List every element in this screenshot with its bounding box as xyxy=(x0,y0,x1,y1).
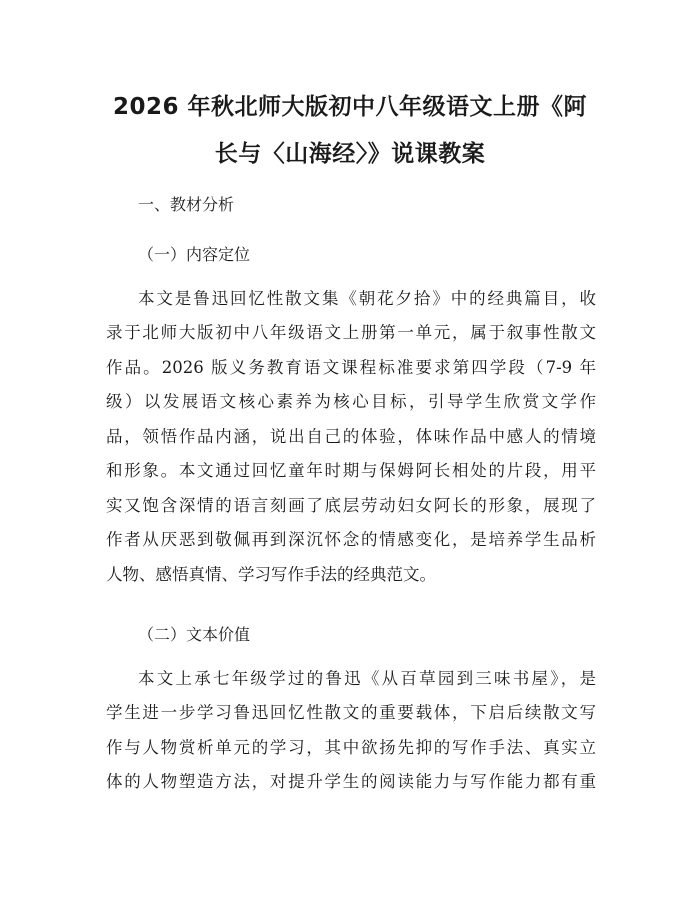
paragraph-line: 和形象。本文通过回忆童年时期与保姆阿长相处的片段，用平 xyxy=(106,461,596,480)
paragraph-line: 录于北师大版初中八年级语文上册第一单元，属于叙事性散文 xyxy=(106,323,596,342)
paragraph-line: 学生进一步学习鲁迅回忆性散文的重要载体，下启后续散文写 xyxy=(106,703,596,722)
document-title-line-2: 长与〈山海经〉》说课教案 xyxy=(214,141,486,167)
paragraph-line: 人物、感悟真情、学习写作手法的经典范文。 xyxy=(106,565,436,584)
paragraph-line: 作品。2026 版义务教育语文课程标准要求第四学段（7-9 年 xyxy=(106,358,596,377)
subsection-heading-text-value: （二）文本价值 xyxy=(138,625,251,644)
paragraph-line: 体的人物塑造方法，对提升学生的阅读能力与写作能力都有重 xyxy=(106,772,596,791)
document-title-line-1: 2026 年秋北师大版初中八年级语文上册《阿 xyxy=(112,94,588,120)
paragraph-line: 作与人物赏析单元的学习，其中欲扬先抑的写作手法、真实立 xyxy=(106,738,596,757)
paragraph-line: 本文是鲁迅回忆性散文集《朝花夕拾》中的经典篇目，收 xyxy=(138,289,596,308)
paragraph-line: 作者从厌恶到敬佩再到深沉怀念的情感变化，是培养学生品析 xyxy=(106,530,596,549)
paragraph-line: 本文上承七年级学过的鲁迅《从百草园到三味书屋》，是 xyxy=(138,669,596,688)
subsection-heading-content-positioning: （一）内容定位 xyxy=(138,245,251,264)
paragraph-line: 实又饱含深情的语言刻画了底层劳动妇女阿长的形象，展现了 xyxy=(106,496,596,515)
section-heading-textbook-analysis: 一、教材分析 xyxy=(138,195,235,214)
paragraph-line: 品，领悟作品内涵，说出自己的体验，体味作品中感人的情境 xyxy=(106,427,596,446)
paragraph-line: 级）以发展语文核心素养为核心目标，引导学生欣赏文学作 xyxy=(106,392,596,411)
